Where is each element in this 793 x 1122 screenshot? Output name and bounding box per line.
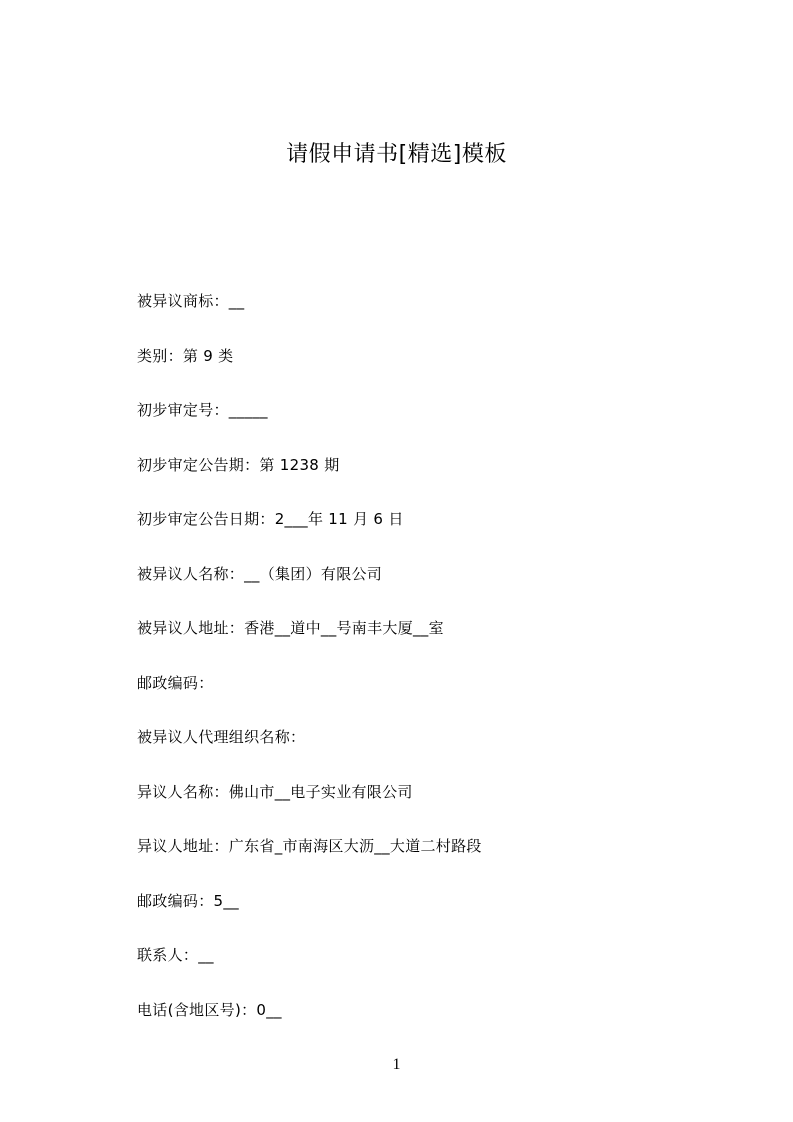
- field-contact-person: 联系人：__: [137, 946, 214, 964]
- field-preliminary-announcement-date: 初步审定公告日期：2___年 11 月 6 日: [137, 510, 404, 528]
- field-postal-code: 邮政编码：: [137, 673, 214, 692]
- field-opposed-party-name: 被异议人名称：__（集团）有限公司: [137, 564, 383, 583]
- field-list: [137, 290, 737, 1053]
- field-opponent-postal-code: 邮政编码：5__: [137, 891, 239, 910]
- field-opponent-address: 异议人地址：广东省_市南海区大沥__大道二村路段: [137, 837, 482, 855]
- field-phone: 电话(含地区号)：0__: [137, 1000, 282, 1019]
- page-title: 请假申请书[精选]模板: [286, 142, 507, 167]
- field-preliminary-announcement-issue: 初步审定公告期：第 1238 期: [137, 455, 340, 474]
- field-opposed-party-agency-name: 被异议人代理组织名称：: [137, 728, 306, 746]
- field-opposed-party-address: 被异议人地址：香港__道中__号南丰大厦__室: [137, 619, 444, 637]
- page-number: 1: [392, 1056, 401, 1073]
- field-opponent-name: 异议人名称：佛山市__电子实业有限公司: [137, 782, 413, 801]
- field-category: 类别：第 9 类: [137, 346, 234, 365]
- field-opposed-trademark: 被异议商标：__: [137, 292, 245, 310]
- field-preliminary-approval-number: 初步审定号：_____: [137, 401, 268, 419]
